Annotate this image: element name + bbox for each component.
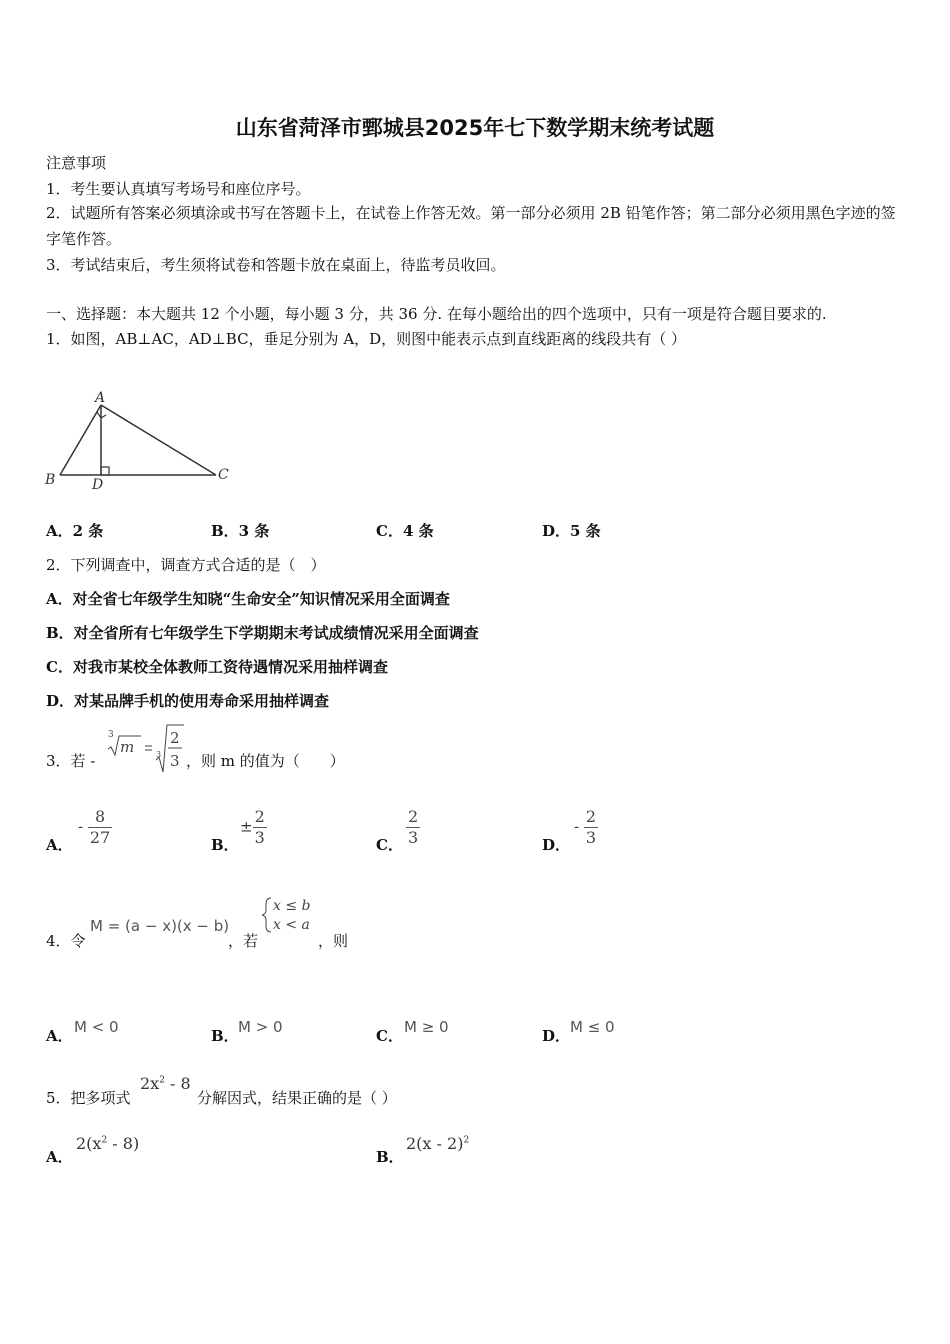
q5-option-a-pre: 2(x [76,1134,102,1153]
q5-option-a-label[interactable]: A． [46,1148,73,1166]
q3-stem-prefix: 3．若 - [46,752,96,770]
q5-poly-tail: - 8 [164,1074,191,1093]
q1-stem: 1．如图，AB⊥AC，AD⊥BC，垂足分别为 A，D，则图中能表示点到直线距离的线段共有（ ） [46,330,686,348]
q3-option-c-fraction [406,807,420,848]
q3-option-a-num: 8 [88,807,112,828]
q4-option-a-label[interactable]: A． [46,1027,73,1045]
q2-option-d[interactable]: D．对某品牌手机的使用寿命采用抽样调查 [46,692,330,710]
q3-lhs-radicand: m [120,738,135,756]
q3-option-b-fraction [253,807,267,848]
q2-option-a[interactable]: A．对全省七年级学生知晓“生命安全”知识情况采用全面调查 [46,590,450,608]
q3-option-b-sign: ± [240,817,253,836]
q4-stem-mid: ，若 [228,932,259,950]
q4-option-c[interactable]: M ≥ 0 [404,1018,449,1036]
q5-option-a[interactable] [76,1134,139,1153]
q4-stem-suffix: ，则 [318,932,349,950]
notice-heading: 注意事项 [46,154,107,172]
q4-option-a[interactable]: M < 0 [74,1018,119,1036]
notice-item-2: 2．试题所有答案必须填涂或书写在答题卡上，在试卷上作答无效。第一部分必须用 2B 铅笔作答；第二部分必须用黑色字迹的签字笔作答。 [46,204,896,248]
q3-option-d-sign: - [574,817,580,836]
q5-option-b-label[interactable]: B． [376,1148,404,1166]
notice-item-3: 3．考试结束后，考生须将试卷和答题卡放在桌面上，待监考员收回。 [46,256,506,274]
label-a: A [95,390,106,406]
q2-stem: 2．下列调查中，调查方式合适的是（ ） [46,556,326,574]
q5-stem-prefix: 5．把多项式 [46,1089,131,1107]
q3-option-b[interactable] [240,807,267,848]
q1-option-c[interactable]: C．4 条 [376,522,434,540]
q4-expression: M = (a − x)(x − b) [90,917,230,935]
q4-stem-prefix: 4．令 [46,932,86,950]
q3-option-c[interactable] [406,807,420,848]
q4-option-d[interactable]: M ≤ 0 [570,1018,615,1036]
q3-rhs-den: 3 [170,752,180,770]
q3-option-a-sign: - [78,817,84,836]
q4-condition-2: x < a [273,917,310,933]
q3-lhs-index: 3 [108,730,114,740]
q5-stem-suffix: 分解因式，结果正确的是（ ） [197,1089,397,1107]
q3-stem-suffix: ，则 m 的值为（ ） [186,752,345,770]
q4-conditions [262,895,320,937]
q5-option-b-exp: 2 [463,1135,470,1146]
q2-option-c[interactable]: C．对我市某校全体教师工资待遇情况采用抽样调查 [46,658,388,676]
q2-option-b[interactable]: B．对全省所有七年级学生下学期期末考试成绩情况采用全面调查 [46,624,479,642]
q4-option-b-label[interactable]: B． [211,1027,239,1045]
q5-option-a-post: - 8) [107,1134,140,1153]
q3-option-a-fraction [88,807,112,848]
q3-option-c-den: 3 [408,828,419,847]
q5-option-b[interactable] [406,1134,469,1153]
q4-option-b[interactable]: M > 0 [238,1018,283,1036]
q5-poly-coef: 2x [140,1074,160,1093]
q3-option-c-num: 2 [408,807,419,826]
q3-rhs-num: 2 [170,729,180,747]
q4-option-c-label[interactable]: C． [376,1027,403,1045]
q3-option-d[interactable] [574,807,598,848]
q1-option-a[interactable]: A．2 条 [46,522,104,540]
page-title: 山东省菏泽市鄄城县2025年七下数学期末统考试题 [235,116,715,140]
q1-option-b[interactable]: B．3 条 [211,522,270,540]
q3-option-d-label[interactable]: D． [542,836,571,854]
q1-option-d[interactable]: D．5 条 [542,522,601,540]
q3-option-d-fraction [584,807,598,848]
q3-option-a-den: 27 [89,828,111,847]
label-b: B [45,472,56,488]
q5-polynomial [140,1074,191,1093]
q5-option-a-exp: 2 [101,1135,108,1146]
q1-triangle-figure [40,385,240,495]
q3-option-b-label[interactable]: B． [211,836,239,854]
q4-option-d-label[interactable]: D． [542,1027,571,1045]
q3-rhs-index: 3 [156,750,162,759]
q3-option-d-num: 2 [585,807,597,826]
q3-option-c-label[interactable]: C． [376,836,403,854]
q5-option-b-pre: 2(x - 2) [406,1134,464,1153]
label-c: C [218,467,229,483]
notice-item-1: 1．考生要认真填写考场号和座位序号。 [46,180,311,198]
q3-equation [104,722,186,774]
q3-option-b-num: 2 [254,807,265,826]
label-d: D [92,477,104,493]
q3-option-b-den: 3 [254,828,265,847]
q3-option-a-label[interactable]: A． [46,836,73,854]
q4-condition-1: x ≤ b [273,898,311,914]
q3-option-a[interactable] [78,807,112,848]
q3-option-d-den: 3 [585,828,597,847]
q5-poly-exp: 2 [159,1075,165,1086]
section-heading: 一、选择题：本大题共 12 个小题，每小题 3 分，共 36 分. 在每小题给出的四个选项中，只有一项是符合题目要求的. [46,305,827,323]
